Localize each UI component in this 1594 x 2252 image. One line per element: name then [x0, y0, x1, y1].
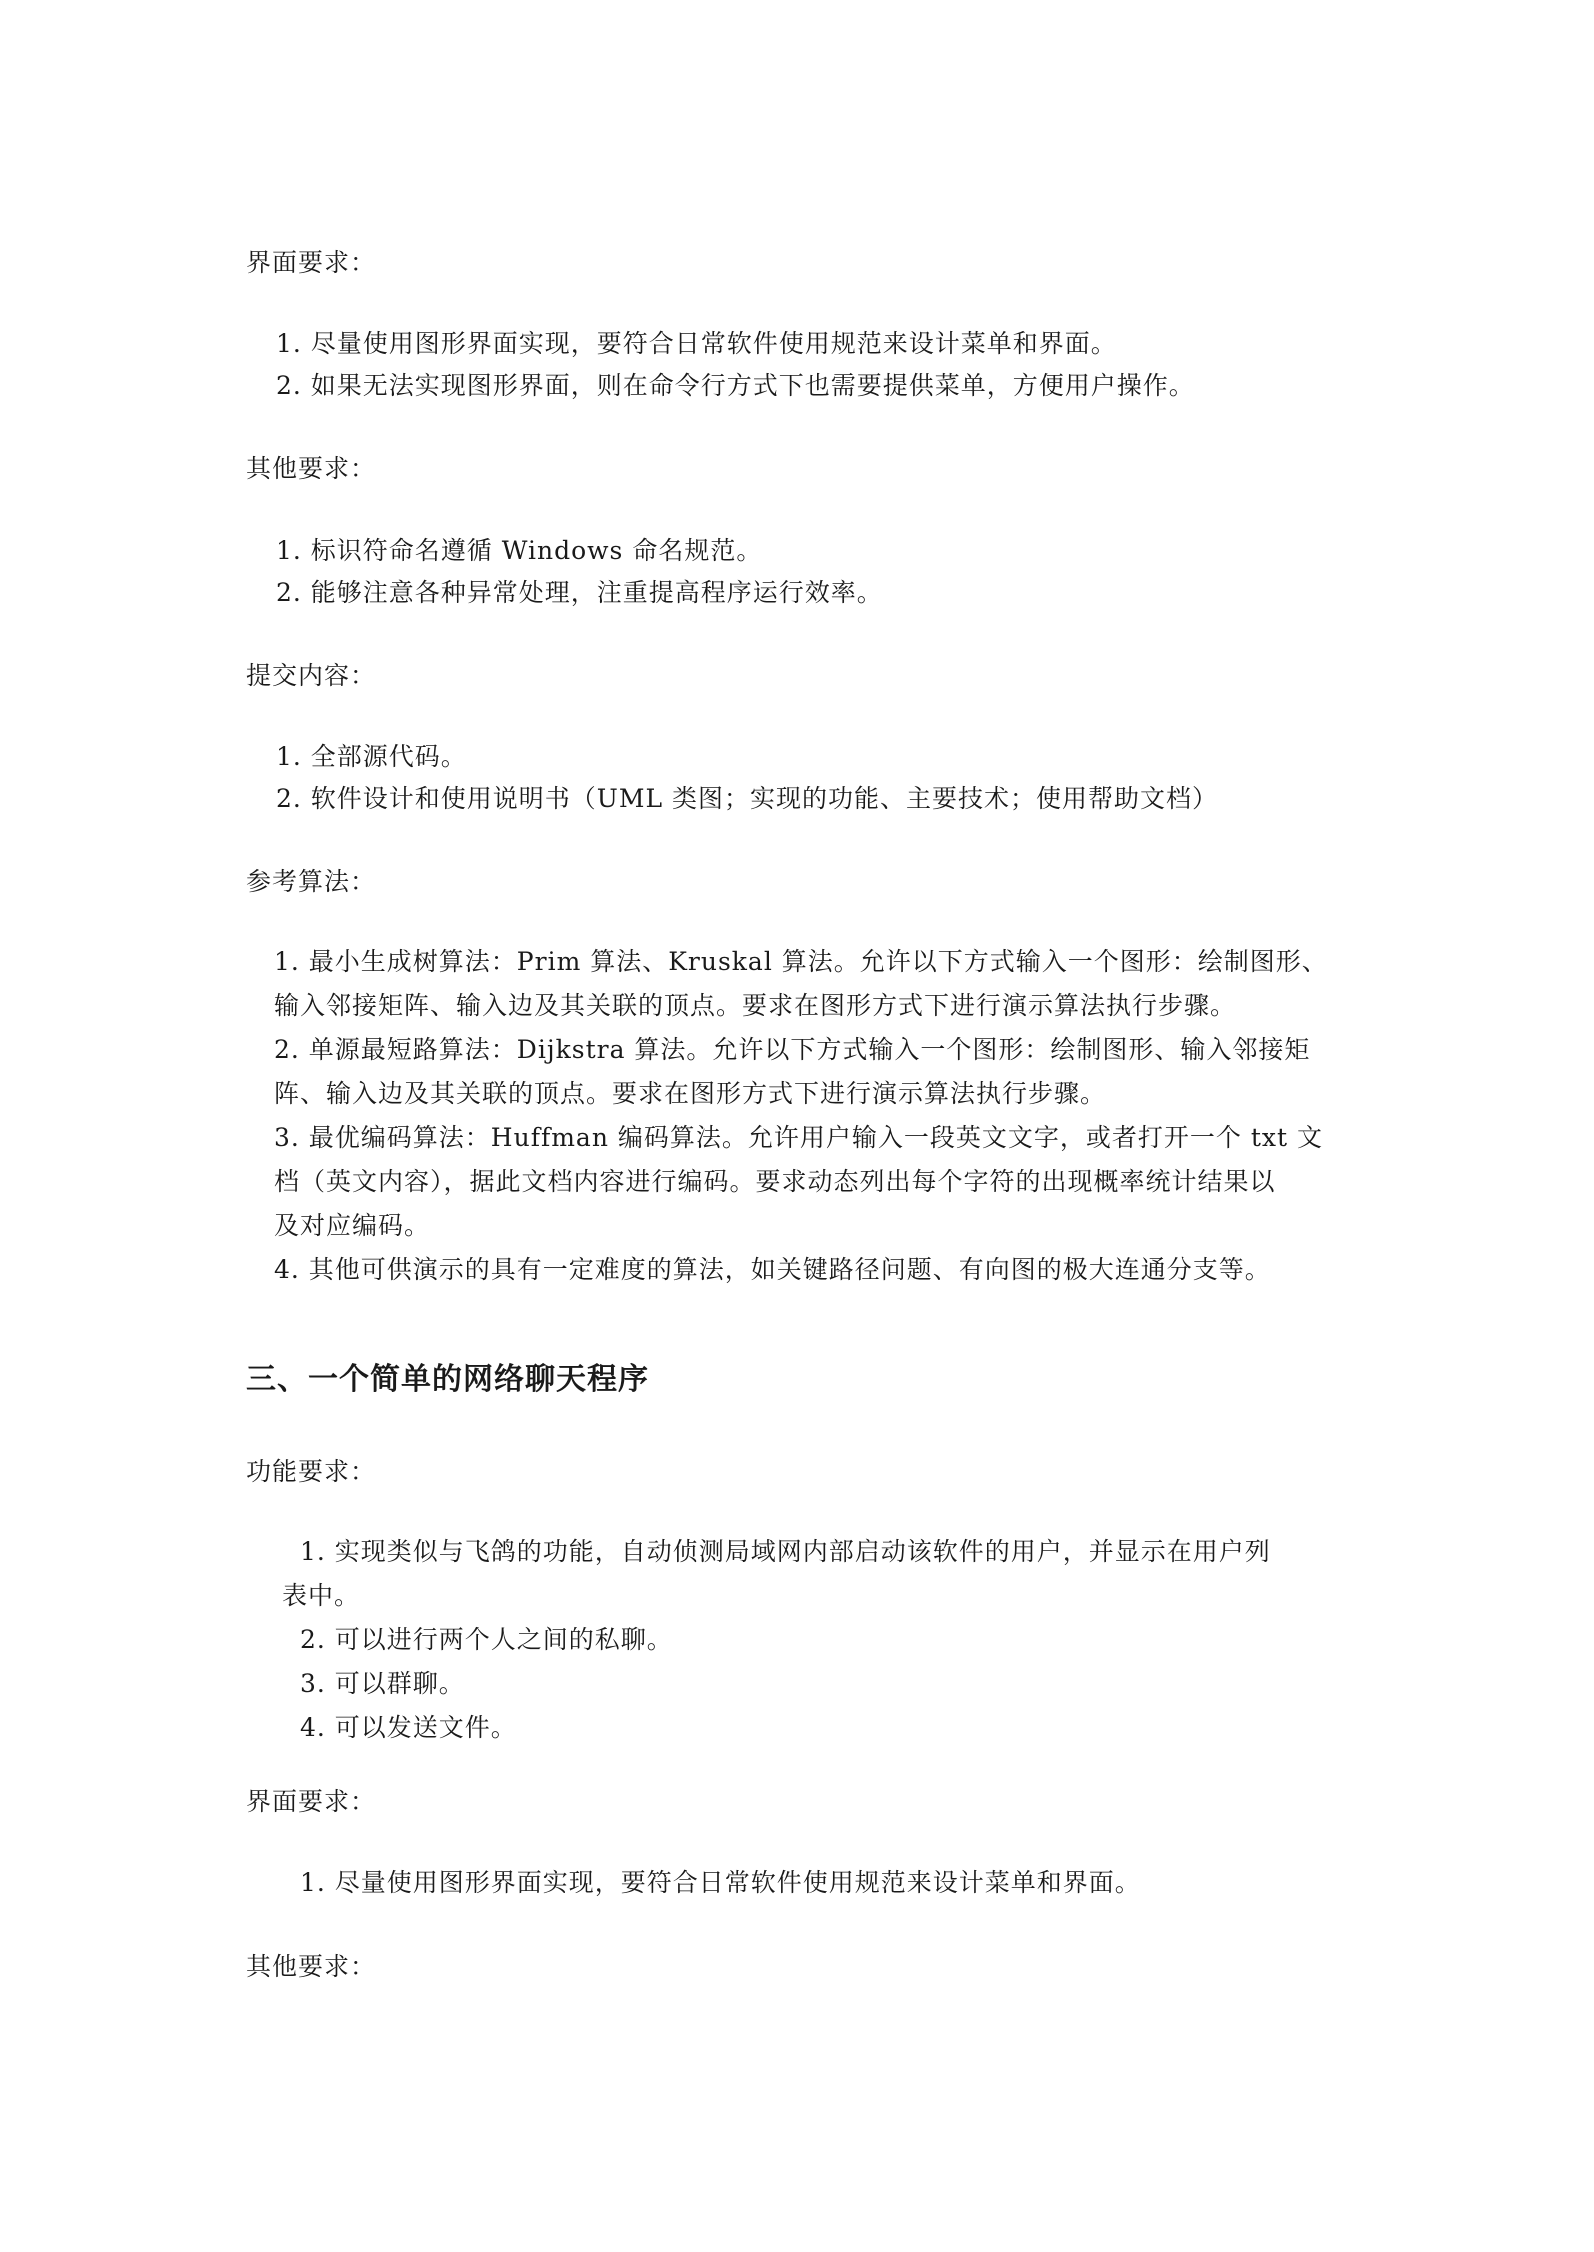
ui-requirements-label: 界面要求： — [246, 248, 377, 277]
list-item-line: 4. 其他可供演示的具有一定难度的算法，如关键路径问题、有向图的极大连通分支等。 — [274, 1255, 1271, 1284]
list-item — [282, 1530, 1366, 1618]
list-item — [276, 1028, 1366, 1116]
list-item: 1. 全部源代码。 — [276, 742, 467, 771]
list-item-line: 表中。 — [282, 1581, 361, 1610]
reference-algorithms-list — [276, 940, 1366, 1292]
functional-requirements-list — [282, 1530, 1366, 1750]
list-item — [300, 1706, 1366, 1750]
list-item-line: 1. 实现类似与飞鸽的功能，自动侦测局域网内部启动该软件的用户，并显示在用户列 — [300, 1537, 1271, 1566]
list-item-line: 3. 可以群聊。 — [300, 1669, 465, 1698]
list-item — [300, 1662, 1366, 1706]
list-item: 1. 尽量使用图形界面实现，要符合日常软件使用规范来设计菜单和界面。 — [276, 329, 1117, 358]
submission-label: 提交内容： — [246, 661, 377, 690]
list-item — [276, 1248, 1366, 1292]
list-item: 2. 软件设计和使用说明书（UML 类图；实现的功能、主要技术；使用帮助文档） — [276, 784, 1219, 813]
list-item — [276, 1116, 1366, 1248]
functional-requirements-label: 功能要求： — [246, 1457, 377, 1486]
reference-algorithms-label: 参考算法： — [246, 867, 377, 896]
list-item: 1. 尽量使用图形界面实现，要符合日常软件使用规范来设计菜单和界面。 — [300, 1868, 1141, 1897]
list-item: 2. 如果无法实现图形界面，则在命令行方式下也需要提供菜单，方便用户操作。 — [276, 371, 1195, 400]
other-requirements-label: 其他要求： — [246, 454, 377, 483]
list-item: 1. 标识符命名遵循 Windows 命名规范。 — [276, 536, 763, 565]
list-item: 2. 能够注意各种异常处理，注重提高程序运行效率。 — [276, 578, 883, 607]
list-item-line: 档（英文内容），据此文档内容进行编码。要求动态列出每个字符的出现概率统计结果以 — [274, 1167, 1276, 1196]
list-item-line: 输入邻接矩阵、输入边及其关联的顶点。要求在图形方式下进行演示算法执行步骤。 — [274, 991, 1237, 1020]
list-item-line: 4. 可以发送文件。 — [300, 1713, 517, 1742]
other-requirements-label: 其他要求： — [246, 1952, 377, 1981]
ui-requirements-label: 界面要求： — [246, 1787, 377, 1816]
list-item — [300, 1618, 1366, 1662]
list-item-line: 3. 最优编码算法：Huffman 编码算法。允许用户输入一段英文文字，或者打开一个 txt 文 — [274, 1123, 1323, 1152]
list-item-line: 1. 最小生成树算法：Prim 算法、Kruskal 算法。允许以下方式输入一个图形：绘制图形、 — [274, 947, 1328, 976]
list-item-line: 及对应编码。 — [274, 1211, 431, 1240]
list-item-line: 2. 单源最短路算法：Dijkstra 算法。允许以下方式输入一个图形：绘制图形、输入邻接矩 — [274, 1035, 1311, 1064]
list-item-line: 2. 可以进行两个人之间的私聊。 — [300, 1625, 673, 1654]
section-heading: 三、一个简单的网络聊天程序 — [246, 1362, 649, 1397]
list-item — [276, 940, 1366, 1028]
list-item-line: 阵、输入边及其关联的顶点。要求在图形方式下进行演示算法执行步骤。 — [274, 1079, 1107, 1108]
